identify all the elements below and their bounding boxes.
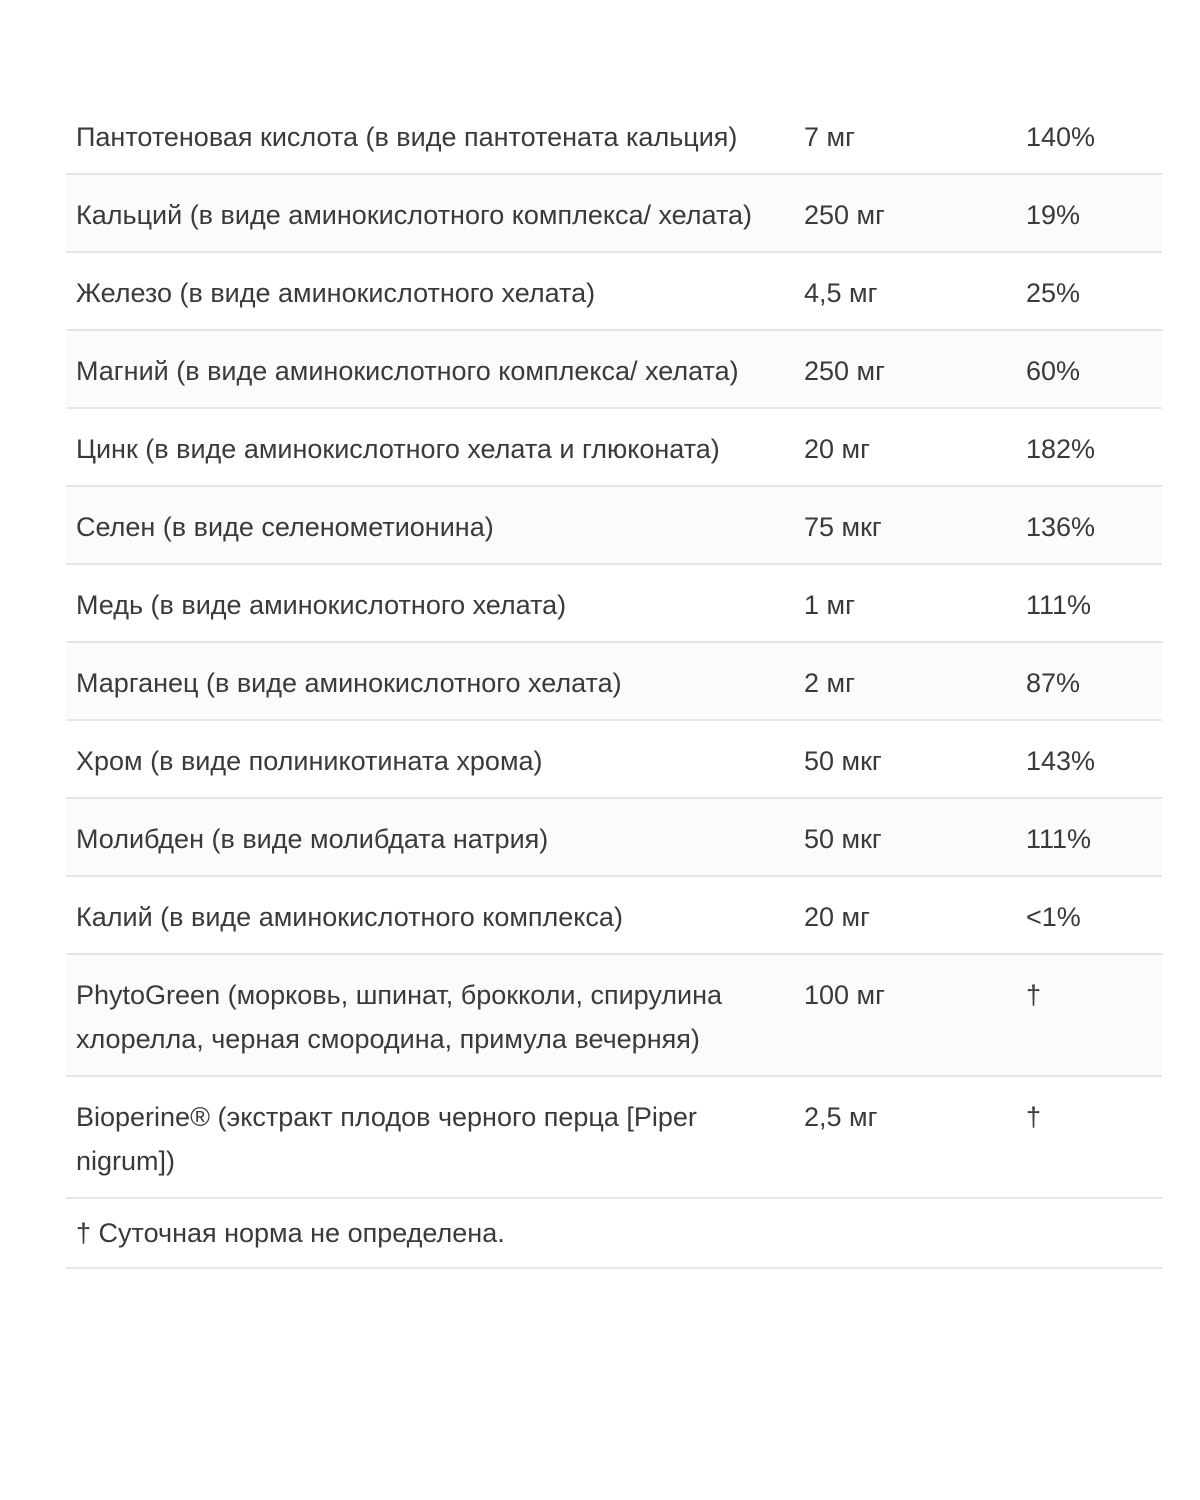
nutrient-name: Марганец (в виде аминокислотного хелата) xyxy=(76,668,622,698)
table-row xyxy=(66,331,1162,409)
nutrient-amount: 50 мкг xyxy=(804,746,882,776)
nutrient-daily-value: 182% xyxy=(1026,434,1096,464)
table-row xyxy=(66,97,1162,175)
table-row xyxy=(66,487,1162,565)
table-row xyxy=(66,253,1162,331)
nutrient-name: Медь (в виде аминокислотного хелата) xyxy=(76,590,567,620)
nutrient-name: Хром (в виде полиникотината хрома) xyxy=(76,746,543,776)
nutrient-daily-value: 25% xyxy=(1026,278,1081,308)
nutrient-amount: 2,5 мг xyxy=(804,1102,878,1132)
nutrient-name: Селен (в виде селенометионина) xyxy=(76,512,494,542)
nutrient-amount: 250 мг xyxy=(804,200,885,230)
table-row xyxy=(66,175,1162,253)
nutrient-amount: 7 мг xyxy=(804,122,855,152)
table-row xyxy=(66,1077,1162,1199)
nutrient-name: Кальций (в виде аминокислотного комплекса/ хелата) xyxy=(76,200,753,230)
nutrient-name: Молибден (в виде молибдата натрия) xyxy=(76,824,549,854)
table-row xyxy=(66,877,1162,955)
nutrient-amount: 50 мкг xyxy=(804,824,882,854)
table-row xyxy=(66,955,1162,1077)
table-row xyxy=(66,565,1162,643)
nutrient-amount: 20 мг xyxy=(804,434,870,464)
table-row xyxy=(66,409,1162,487)
nutrient-daily-value: 111% xyxy=(1026,824,1092,854)
nutrient-daily-value: 60% xyxy=(1026,356,1081,386)
nutrient-name: Цинк (в виде аминокислотного хелата и глюконата) xyxy=(76,434,720,464)
nutrient-daily-value: † xyxy=(1026,980,1042,1010)
nutrient-daily-value: 136% xyxy=(1026,512,1096,542)
nutrient-daily-value: <1% xyxy=(1026,902,1081,932)
nutrient-name: Пантотеновая кислота (в виде пантотената кальция) xyxy=(76,122,738,152)
nutrient-daily-value: 140% xyxy=(1026,122,1096,152)
nutrient-name: Bioperine® (экстракт плодов черного перца [Piper nigrum]) xyxy=(76,1102,697,1176)
nutrient-amount: 250 мг xyxy=(804,356,885,386)
nutrient-daily-value: 19% xyxy=(1026,200,1081,230)
nutrient-amount: 20 мг xyxy=(804,902,870,932)
nutrient-amount: 75 мкг xyxy=(804,512,882,542)
nutrient-amount: 4,5 мг xyxy=(804,278,878,308)
nutrient-daily-value: 143% xyxy=(1026,746,1096,776)
footnote: † Суточная норма не определена. xyxy=(66,1199,1162,1269)
nutrition-table xyxy=(66,97,1162,1269)
nutrient-daily-value: 111% xyxy=(1026,590,1092,620)
nutrient-name: Железо (в виде аминокислотного хелата) xyxy=(76,278,596,308)
nutrient-amount: 1 мг xyxy=(804,590,855,620)
nutrient-amount: 100 мг xyxy=(804,980,885,1010)
nutrient-name: PhytoGreen (морковь, шпинат, брокколи, спирулина хлорелла, черная смородина, примула вечерняя) xyxy=(76,980,723,1054)
nutrient-amount: 2 мг xyxy=(804,668,855,698)
nutrient-daily-value: 87% xyxy=(1026,668,1081,698)
nutrient-daily-value: † xyxy=(1026,1102,1042,1132)
table-row xyxy=(66,643,1162,721)
table-row xyxy=(66,799,1162,877)
nutrient-name: Магний (в виде аминокислотного комплекса/ хелата) xyxy=(76,356,739,386)
table-row xyxy=(66,721,1162,799)
nutrient-name: Калий (в виде аминокислотного комплекса) xyxy=(76,902,623,932)
